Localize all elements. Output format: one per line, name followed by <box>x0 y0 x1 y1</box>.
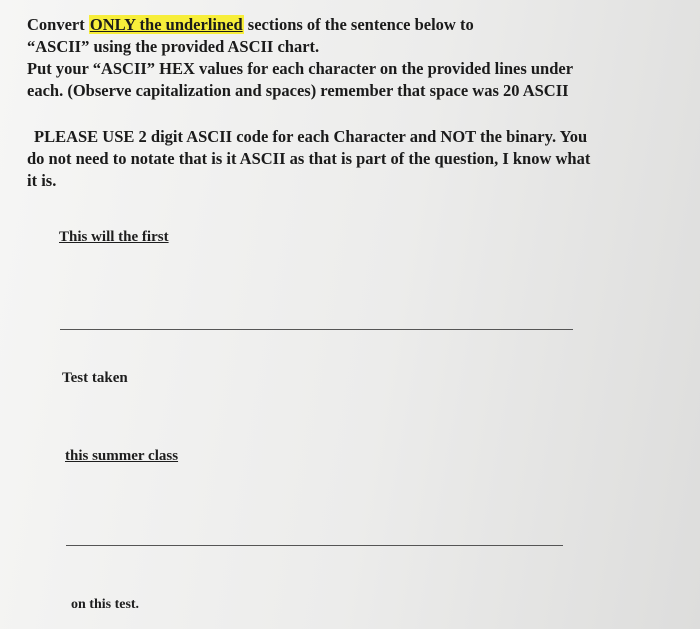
sentence-part-1: This will the first <box>59 229 169 245</box>
note-line-1: PLEASE USE 2 digit ASCII code for each Character and NOT the binary. You <box>34 127 588 146</box>
answer-line-1[interactable] <box>60 329 573 330</box>
note-line-2: do not need to notate that is it ASCII as that is part of the question, I know what <box>27 149 591 168</box>
instruction-text: Convert <box>27 15 89 34</box>
note-paragraph <box>27 126 667 192</box>
sentence-part-2: Test taken <box>62 370 128 386</box>
instruction-text: sections of the sentence below to <box>243 15 474 34</box>
instruction-line-4: each. (Observe capitalization and spaces) remember that space was 20 ASCII <box>27 81 569 100</box>
highlighted-phrase: ONLY the underlined <box>89 15 243 34</box>
sentence-part-4: on this test. <box>71 597 140 612</box>
instructions-paragraph <box>27 14 667 102</box>
sentence-part-3: this summer class <box>65 448 179 464</box>
instruction-line-2: “ASCII” using the provided ASCII chart. <box>27 37 320 56</box>
instruction-line-1 <box>27 14 667 36</box>
instruction-line-3: Put your “ASCII” HEX values for each character on the provided lines under <box>27 59 574 78</box>
answer-line-2[interactable] <box>66 545 563 546</box>
note-line-3: it is. <box>27 171 57 190</box>
